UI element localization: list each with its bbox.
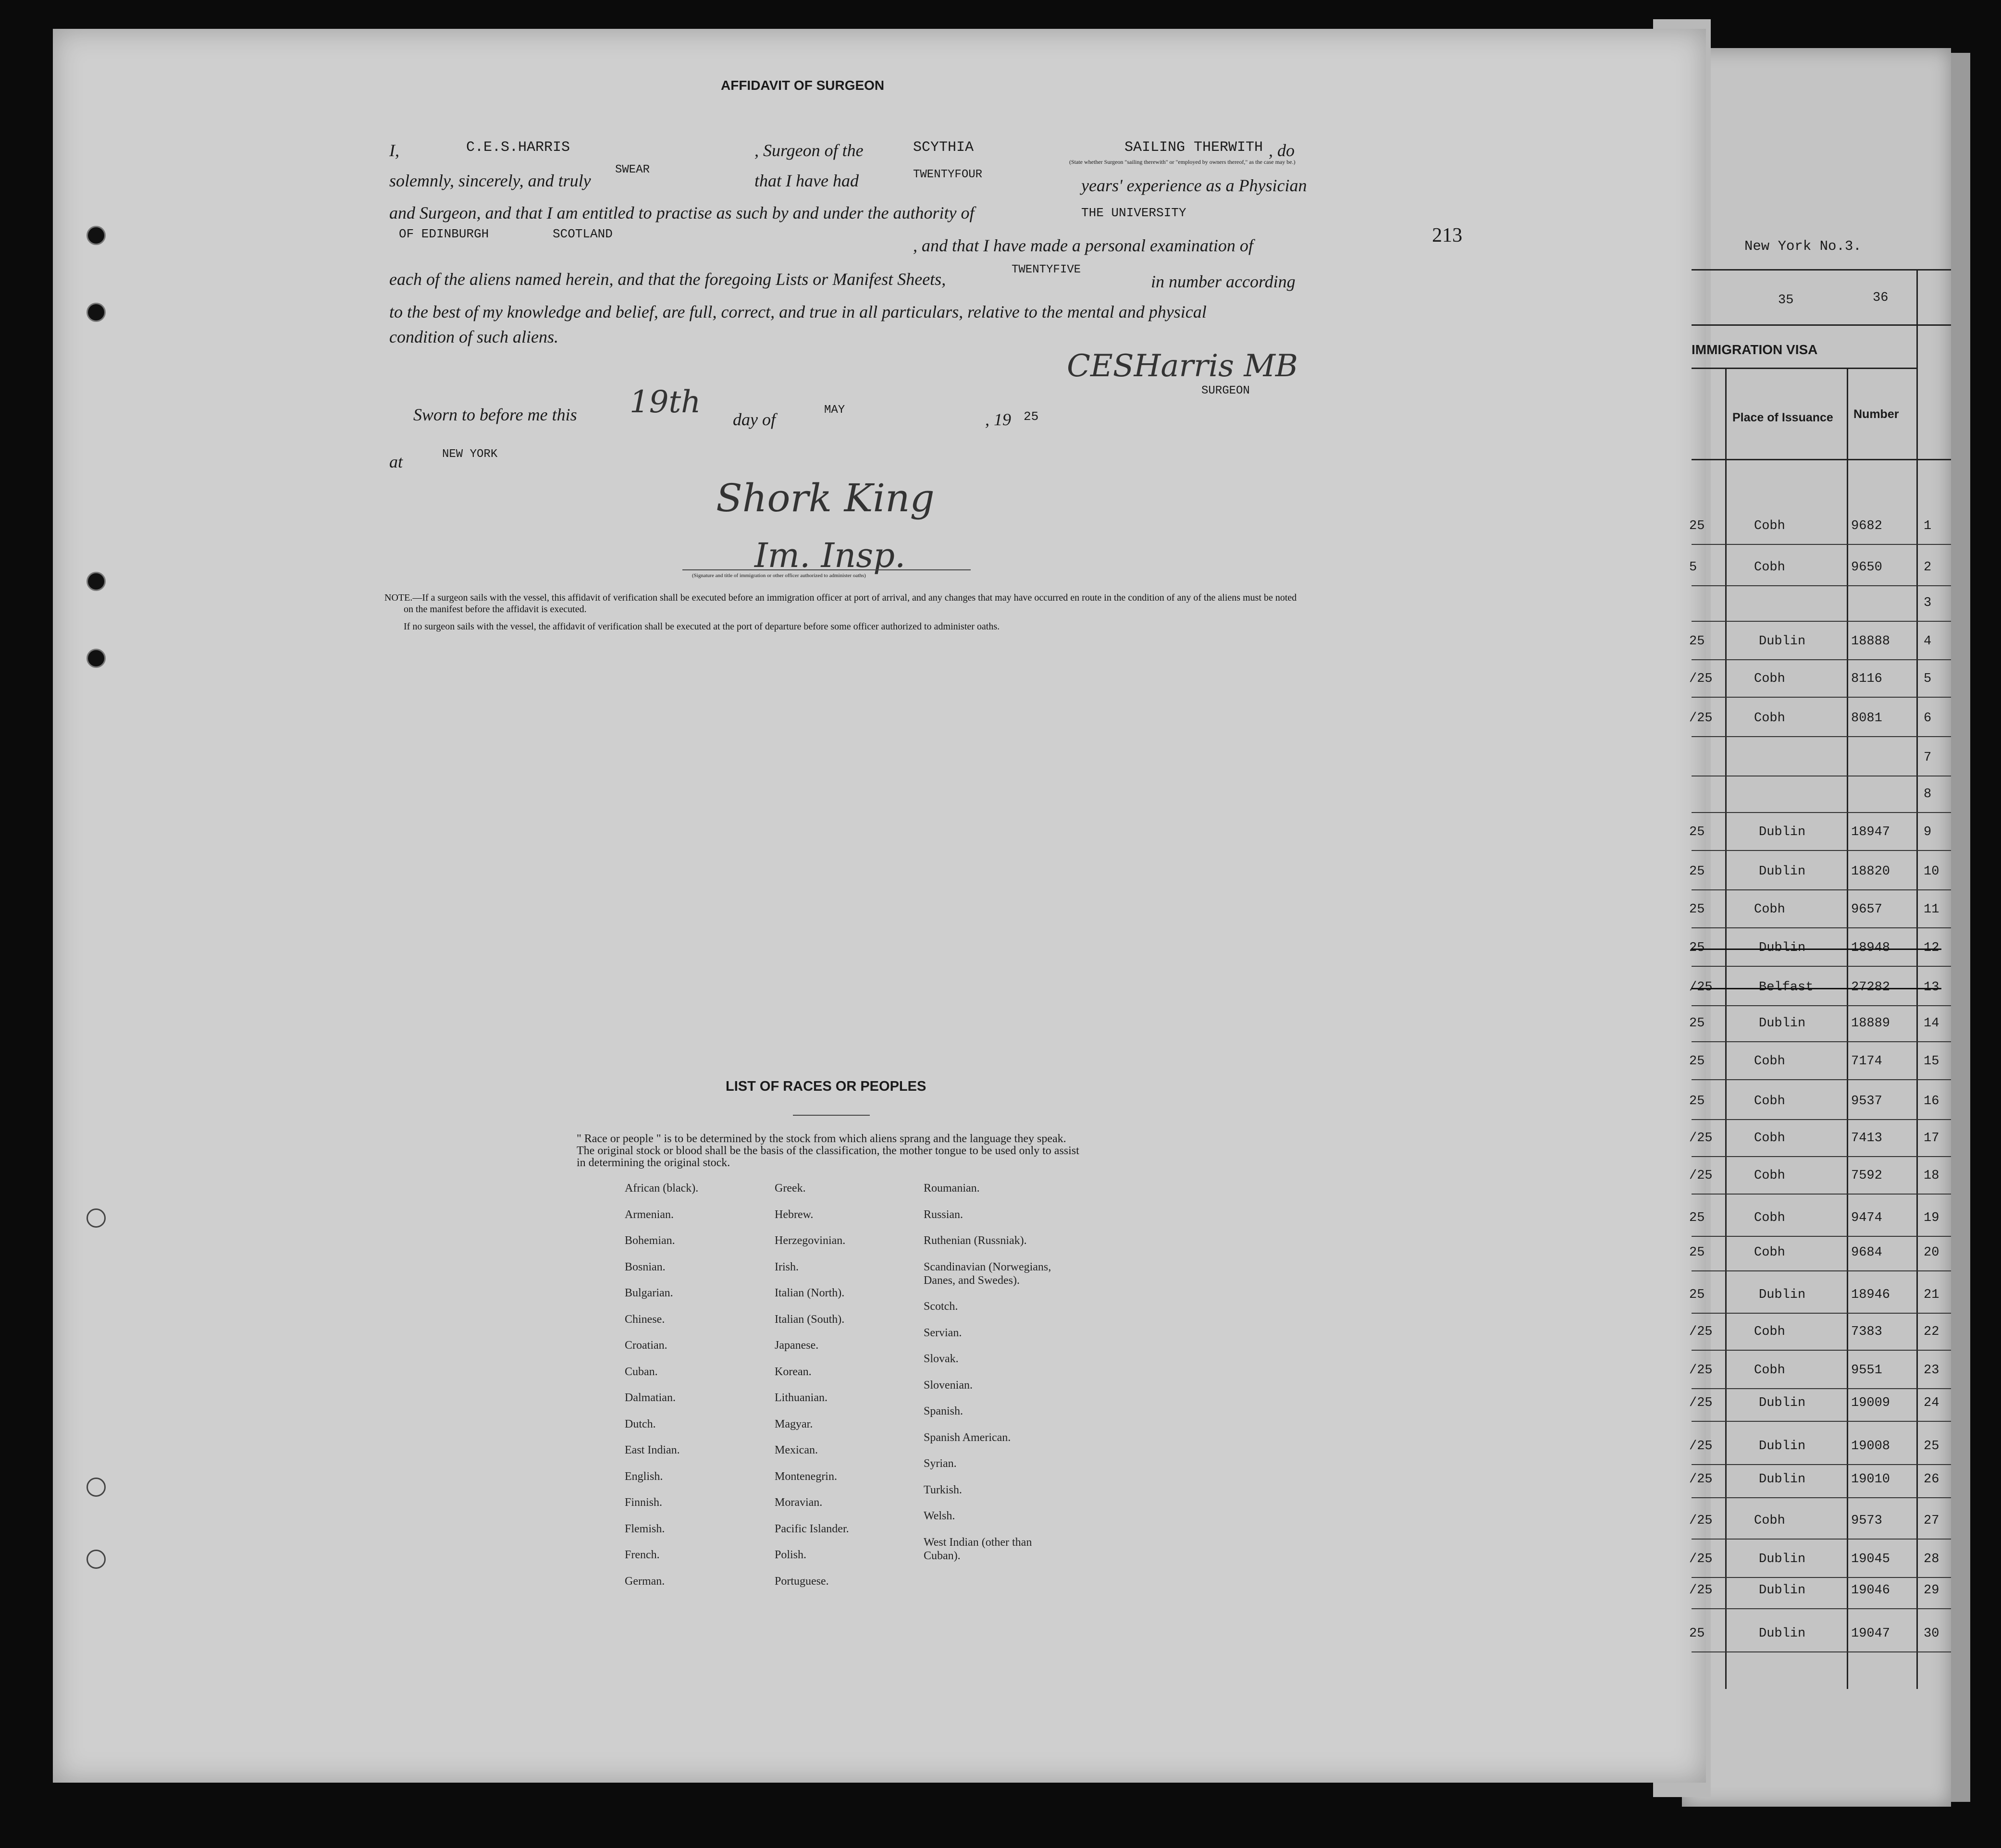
race-item: Pacific Islander. [775,1522,849,1535]
row-rule [1692,1313,1951,1314]
visa-place: Dublin [1759,941,1806,955]
binder-hole [86,1478,106,1497]
race-item: Korean. [775,1365,812,1378]
race-item: Polish. [775,1549,807,1561]
row-rule [1692,966,1951,967]
affidavit-text: , and that I have made a personal examination of [913,236,1253,255]
binder-hole [86,303,106,322]
officer-signature: Shork King [716,476,935,520]
line-number: 30 [1924,1626,1939,1641]
row-rule [1692,659,1951,660]
visa-date: /25 [1689,980,1713,995]
row-rule [1692,1041,1951,1042]
row-rule [1692,1651,1951,1652]
row-rule [1692,544,1951,545]
races-title: LIST OF RACES OR PEOPLES [726,1079,926,1094]
affidavit-page [53,29,1706,1783]
visa-date: /25 [1689,1439,1713,1454]
visa-number: 9684 [1851,1245,1882,1260]
visa-place: Cobh [1754,711,1785,726]
column-header: Place of Issuance [1732,411,1833,424]
races-intro: " Race or people " is to be determined by the stock from which aliens sprang and the language they speak. The original stock or blood shall be the basis of the classification, the mother tongue to be used only to assist in determining the original stock. [577,1133,1079,1169]
visa-number: 18889 [1851,1016,1890,1031]
line-number: 8 [1924,787,1932,801]
affidavit-text: , 19 [985,410,1011,429]
line-number: 13 [1924,980,1939,995]
table-top-border [1692,269,1951,271]
visa-date: /25 [1689,1583,1713,1598]
race-item: Greek. [775,1182,806,1195]
visa-place: Cobh [1754,1169,1785,1183]
visa-number: 19045 [1851,1552,1890,1566]
column-header: Number [1853,407,1899,421]
port-label: New York No.3. [1744,238,1862,254]
line-number: 7 [1924,751,1932,765]
race-item: Bosnian. [625,1260,666,1273]
line-number: 27 [1924,1514,1939,1528]
race-item: Syrian. [924,1457,957,1470]
visa-date: 25 [1689,1016,1705,1031]
signature-line [682,569,971,570]
row-rule [1692,1608,1951,1609]
race-item: Russian. [924,1208,963,1221]
visa-place: Cobh [1754,672,1785,686]
oath-type: SWEAR [615,163,650,176]
race-item: German. [625,1575,665,1588]
row-rule [1692,927,1951,928]
race-item: French. [625,1549,660,1561]
affidavit-text: to the best of my knowledge and belief, are full, correct, and true in all particulars, relative to the mental and physical [389,302,1207,321]
visa-number: 7174 [1851,1054,1882,1069]
row-rule [1692,1079,1951,1080]
race-item: Roumanian. [924,1182,980,1195]
affidavit-text: each of the aliens named herein, and that the foregoing Lists or Manifest Sheets, [389,270,946,289]
line-number: 5 [1924,672,1932,686]
race-item: Slovenian. [924,1379,973,1392]
page-number: 213 [1432,224,1462,246]
sworn-month: MAY [824,404,845,417]
visa-number: 18947 [1851,825,1890,839]
visa-number: 9573 [1851,1514,1882,1528]
race-item: Lithuanian. [775,1392,828,1404]
line-number: 11 [1924,902,1939,917]
race-item: Italian (South). [775,1313,845,1326]
affidavit-text: Sworn to before me this [413,405,577,424]
visa-number: 7383 [1851,1325,1882,1339]
surgeon-signature: CESHarris MB [1067,348,1298,384]
visa-number: 9682 [1851,519,1882,533]
affidavit-text: and Surgeon, and that I am entitled to practise as such by and under the authority of [389,203,975,222]
affidavit-text: that I have had [754,171,859,190]
line-number: 12 [1924,941,1939,955]
sheet-count: TWENTYFIVE [1012,263,1081,276]
table-rule [1692,324,1951,326]
strike-line [1692,949,1941,950]
visa-place: Cobh [1754,560,1785,575]
visa-place: Cobh [1754,1054,1785,1069]
binder-hole [86,572,106,591]
race-item: Servian. [924,1326,962,1339]
line-number: 6 [1924,711,1932,726]
race-item: Scandinavian (Norwegians, [924,1260,1051,1273]
visa-date: /25 [1689,1325,1713,1339]
visa-number: 19047 [1851,1626,1890,1641]
race-item: Bulgarian. [625,1287,673,1299]
visa-place: Dublin [1759,1583,1806,1598]
line-number: 24 [1924,1396,1939,1410]
race-item: Dutch. [625,1417,656,1430]
row-rule [1692,1236,1951,1237]
visa-date: 25 [1689,1054,1705,1069]
row-rule [1692,1464,1951,1465]
race-item: Mexican. [775,1444,818,1456]
visa-date: 25 [1689,941,1705,955]
visa-place: Belfast [1759,980,1814,995]
visa-number: 9537 [1851,1094,1882,1109]
affidavit-text: at [389,452,403,471]
row-rule [1692,812,1951,813]
sailing-status: SAILING THERWITH [1124,139,1263,156]
visa-place: Cobh [1754,519,1785,533]
race-item: Armenian. [625,1208,674,1221]
line-number: 29 [1924,1583,1939,1598]
state-note: (State whether Surgeon "sailing therewith" or "employed by owners thereof," as the case may be.) [1069,159,1296,165]
affidavit-text: years' experience as a Physician [1081,176,1307,195]
race-item: Herzegovinian. [775,1234,846,1247]
visa-date: 25 [1689,1288,1705,1302]
visa-place: Cobh [1754,902,1785,917]
visa-number: 19009 [1851,1396,1890,1410]
visa-place: Cobh [1754,1514,1785,1528]
visa-place: Dublin [1759,1016,1806,1031]
section-header: IMMIGRATION VISA [1692,342,1818,357]
line-number: 15 [1924,1054,1939,1069]
visa-place: Cobh [1754,1325,1785,1339]
race-item: Italian (North). [775,1287,845,1299]
officer-caption: (Signature and title of immigration or other officer authorized to administer oaths) [692,573,866,579]
table-rule [1692,459,1951,460]
visa-place: Cobh [1754,1131,1785,1146]
race-item: Chinese. [625,1313,665,1326]
row-rule [1692,1497,1951,1498]
visa-date: /25 [1689,1396,1713,1410]
row-rule [1692,1539,1951,1540]
visa-number: 18948 [1851,941,1890,955]
surgeon-name: C.E.S.HARRIS [466,139,570,156]
affidavit-title: AFFIDAVIT OF SURGEON [721,78,885,93]
row-rule [1692,1388,1951,1389]
visa-place: Dublin [1759,825,1806,839]
row-rule [1692,1119,1951,1120]
line-number: 19 [1924,1211,1939,1225]
race-item: Cuban. [625,1365,658,1378]
visa-number: 9551 [1851,1363,1882,1378]
race-item: Ruthenian (Russniak). [924,1234,1027,1247]
authority: SCOTLAND [553,227,613,241]
row-rule [1692,889,1951,890]
line-number: 23 [1924,1363,1939,1378]
strike-line [1692,988,1941,989]
race-item: African (black). [625,1182,699,1195]
line-number: 3 [1924,596,1932,610]
race-item: Scotch. [924,1300,958,1313]
row-rule [1692,1194,1951,1195]
visa-place: Cobh [1754,1245,1785,1260]
visa-date: /25 [1689,1131,1713,1146]
race-item: Danes, and Swedes). [924,1274,1020,1287]
authority: THE UNIVERSITY [1081,206,1186,220]
row-rule [1692,697,1951,698]
race-item: Croatian. [625,1339,667,1352]
row-rule [1692,621,1951,622]
race-item: Spanish. [924,1405,963,1417]
race-item: Irish. [775,1260,799,1273]
affidavit-text: day of [733,410,776,429]
visa-number: 19046 [1851,1583,1890,1598]
line-number: 14 [1924,1016,1939,1031]
race-item: Dalmatian. [625,1392,676,1404]
column-number: 35 [1778,293,1794,308]
race-item: East Indian. [625,1444,680,1456]
binder-hole [86,226,106,245]
visa-date: 25 [1689,519,1705,533]
visa-date: 25 [1689,1245,1705,1260]
row-rule [1692,1577,1951,1578]
row-rule [1692,1270,1951,1271]
authority: OF EDINBURGH [399,227,489,241]
affidavit-text: , Surgeon of the [754,141,864,160]
visa-date: /25 [1689,1363,1713,1378]
visa-place: Dublin [1759,1626,1806,1641]
visa-number: 18820 [1851,864,1890,879]
visa-place: Dublin [1759,864,1806,879]
visa-place: Cobh [1754,1094,1785,1109]
line-number: 10 [1924,864,1939,879]
visa-date: /25 [1689,1552,1713,1566]
visa-number: 19010 [1851,1472,1890,1487]
binder-hole [86,1208,106,1228]
line-number: 26 [1924,1472,1939,1487]
visa-place: Dublin [1759,1439,1806,1454]
race-item: Montenegrin. [775,1470,837,1483]
visa-number: 9650 [1851,560,1882,575]
race-item: Cuban). [924,1549,961,1562]
race-item: Magyar. [775,1417,813,1430]
table-vline [1916,269,1918,1689]
race-item: Portuguese. [775,1575,829,1588]
sworn-year: 25 [1024,409,1039,424]
years-experience: TWENTYFOUR [913,168,983,181]
visa-place: Cobh [1754,1211,1785,1225]
visa-number: 9474 [1851,1211,1882,1225]
visa-place: Dublin [1759,1396,1806,1410]
visa-date: /25 [1689,672,1713,686]
row-rule [1692,1421,1951,1422]
affidavit-text: , do [1269,141,1295,160]
race-item: Hebrew. [775,1208,814,1221]
binder-hole [86,649,106,668]
row-rule [1692,850,1951,851]
line-number: 4 [1924,634,1932,649]
row-rule [1692,736,1951,737]
visa-place: Dublin [1759,1472,1806,1487]
row-rule [1692,1005,1951,1006]
visa-number: 18888 [1851,634,1890,649]
visa-number: 9657 [1851,902,1882,917]
ship-name: SCYTHIA [913,139,974,156]
table-vline [1725,368,1727,1689]
row-rule [1692,1156,1951,1157]
row-rule [1692,585,1951,586]
visa-number: 8116 [1851,672,1882,686]
binder-hole [86,1550,106,1569]
race-item: English. [625,1470,663,1483]
race-item: Spanish American. [924,1431,1011,1444]
visa-date: 25 [1689,825,1705,839]
race-item: Japanese. [775,1339,819,1352]
column-number: 36 [1873,291,1889,305]
visa-number: 7413 [1851,1131,1882,1146]
line-number: 18 [1924,1169,1939,1183]
line-number: 2 [1924,560,1932,575]
visa-date: 25 [1689,864,1705,879]
line-number: 22 [1924,1325,1939,1339]
visa-number: 8081 [1851,711,1882,726]
visa-place: Dublin [1759,1288,1806,1302]
visa-date: 25 [1689,1094,1705,1109]
affidavit-text: in number according [1151,272,1296,291]
sworn-place: NEW YORK [442,448,498,461]
affidavit-text: condition of such aliens. [389,327,558,346]
race-item: Finnish. [625,1496,663,1509]
race-item: Moravian. [775,1496,823,1509]
visa-date: 25 [1689,1626,1705,1641]
visa-date: /25 [1689,1472,1713,1487]
visa-place: Dublin [1759,634,1806,649]
line-number: 25 [1924,1439,1939,1454]
visa-date: /25 [1689,711,1713,726]
line-number: 21 [1924,1288,1939,1302]
note-2: If no surgeon sails with the vessel, the affidavit of verification shall be executed at the port of departure before some officer authorized to administer oaths. [404,621,1000,632]
visa-place: Cobh [1754,1363,1785,1378]
sworn-day: 19th [630,384,701,420]
race-item: West Indian (other than [924,1536,1032,1549]
visa-date: /25 [1689,1169,1713,1183]
line-number: 9 [1924,825,1932,839]
races-rule [793,1115,870,1116]
visa-date: 25 [1689,1211,1705,1225]
row-rule [1692,1350,1951,1351]
line-number: 16 [1924,1094,1939,1109]
note-1: NOTE.—If a surgeon sails with the vessel, this affidavit of verification shall be executed before an immigration officer at port of arrival, and any changes that may have occurred en route in the condition of any of the aliens must be noted on the manifest before the affidavit is executed. [384,592,1297,615]
affidavit-text: I, [389,141,399,160]
officer-title: Im. Insp. [754,536,906,575]
visa-number: 18946 [1851,1288,1890,1302]
visa-date: 25 [1689,902,1705,917]
table-vline [1847,368,1848,1689]
visa-number: 19008 [1851,1439,1890,1454]
race-item: Welsh. [924,1510,955,1522]
visa-number: 27282 [1851,980,1890,995]
affidavit-text: solemnly, sincerely, and truly [389,171,591,190]
line-number: 17 [1924,1131,1939,1146]
visa-number: 7592 [1851,1169,1882,1183]
race-item: Turkish. [924,1483,962,1496]
signature-title: SURGEON [1201,384,1250,397]
race-item: Slovak. [924,1353,959,1365]
race-item: Bohemian. [625,1234,675,1247]
visa-date: 25 [1689,634,1705,649]
visa-date: /25 [1689,1514,1713,1528]
line-number: 20 [1924,1245,1939,1260]
line-number: 28 [1924,1552,1939,1566]
race-item: Flemish. [625,1522,665,1535]
line-number: 1 [1924,519,1932,533]
visa-date: 5 [1689,560,1697,575]
visa-place: Dublin [1759,1552,1806,1566]
